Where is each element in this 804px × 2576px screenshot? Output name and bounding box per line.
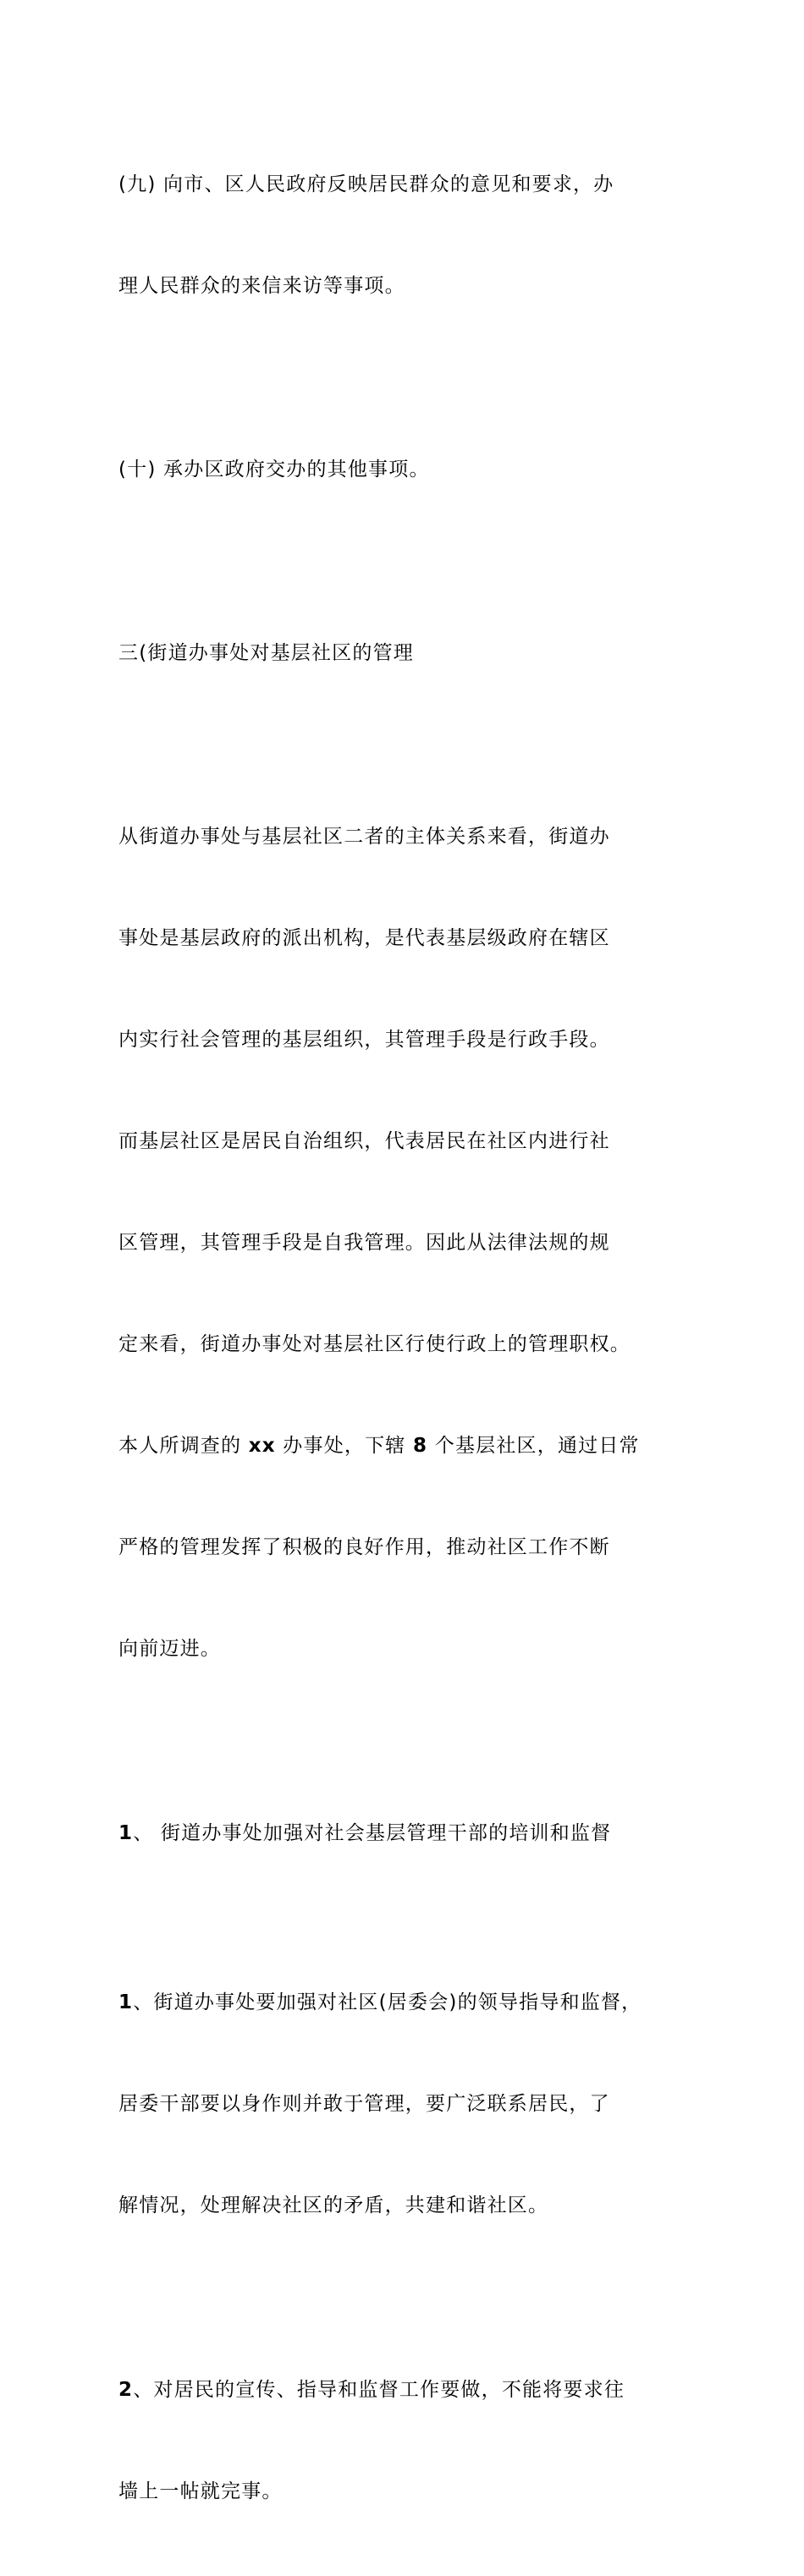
main-paragraph	[118, 752, 702, 1733]
text-line: 而基层社区是居民自治组织，代表居民在社区内进行社	[118, 1130, 610, 1152]
text-line: 内实行社会管理的基层组织，其管理手段是行政手段。	[118, 1029, 610, 1051]
bold-number: 1	[118, 1991, 134, 2013]
text-run: 本人所调查的	[118, 1435, 249, 1457]
section-3-heading	[118, 568, 702, 738]
bold-run: 8	[413, 1435, 428, 1457]
point-1-heading	[118, 1749, 702, 1918]
text-run: 个基层社区，通过日常	[427, 1435, 640, 1457]
text-line	[118, 1986, 702, 2019]
text-run: 、对居民的宣传、指导和监督工作要做，不能将要求往	[133, 2379, 625, 2401]
text-line: (九) 向市、区人民政府反映居民群众的意见和要求，办	[118, 173, 614, 195]
text-line: 居委干部要以身作则并敢于管理，要广泛联系居民，了	[118, 2093, 610, 2115]
item-10-paragraph	[118, 385, 702, 554]
text-line: (十) 承办区政府交办的其他事项。	[118, 459, 430, 481]
bold-run: xx	[248, 1435, 276, 1457]
item-9-paragraph	[118, 100, 702, 371]
point-1-paragraph	[118, 1918, 702, 2290]
bold-number: 2	[118, 2379, 134, 2401]
text-line: 区管理，其管理手段是自我管理。因此从法律法规的规	[118, 1232, 610, 1254]
text-line: 事处是基层政府的派出机构，是代表基层级政府在辖区	[118, 927, 610, 949]
text-line: 严格的管理发挥了积极的良好作用，推动社区工作不断	[118, 1536, 610, 1558]
document-page	[118, 100, 702, 2576]
text-line: 从街道办事处与基层社区二者的主体关系来看，街道办	[118, 826, 610, 848]
point-2-paragraph	[118, 2305, 702, 2576]
text-run: 办事处，下辖	[275, 1435, 414, 1457]
heading-text: 三(街道办事处对基层社区的管理	[118, 642, 414, 664]
bold-number: 1	[118, 1822, 134, 1844]
text-line	[118, 1429, 702, 1463]
text-line: 墙上一帖就完事。	[118, 2480, 283, 2502]
text-line: 定来看，街道办事处对基层社区行使行政上的管理职权。	[118, 1333, 631, 1355]
text-line	[118, 2373, 702, 2407]
text-run: 、街道办事处要加强对社区(居委会)的领导指导和监督，	[133, 1991, 642, 2013]
heading-text	[118, 1816, 702, 1850]
text-line: 向前迈进。	[118, 1638, 221, 1660]
text-line: 理人民群众的来信来访等事项。	[118, 275, 405, 297]
text-run: 、 街道办事处加强对社会基层管理干部的培训和监督	[133, 1822, 612, 1844]
text-line: 解情况，处理解决社区的矛盾，共建和谐社区。	[118, 2194, 549, 2216]
